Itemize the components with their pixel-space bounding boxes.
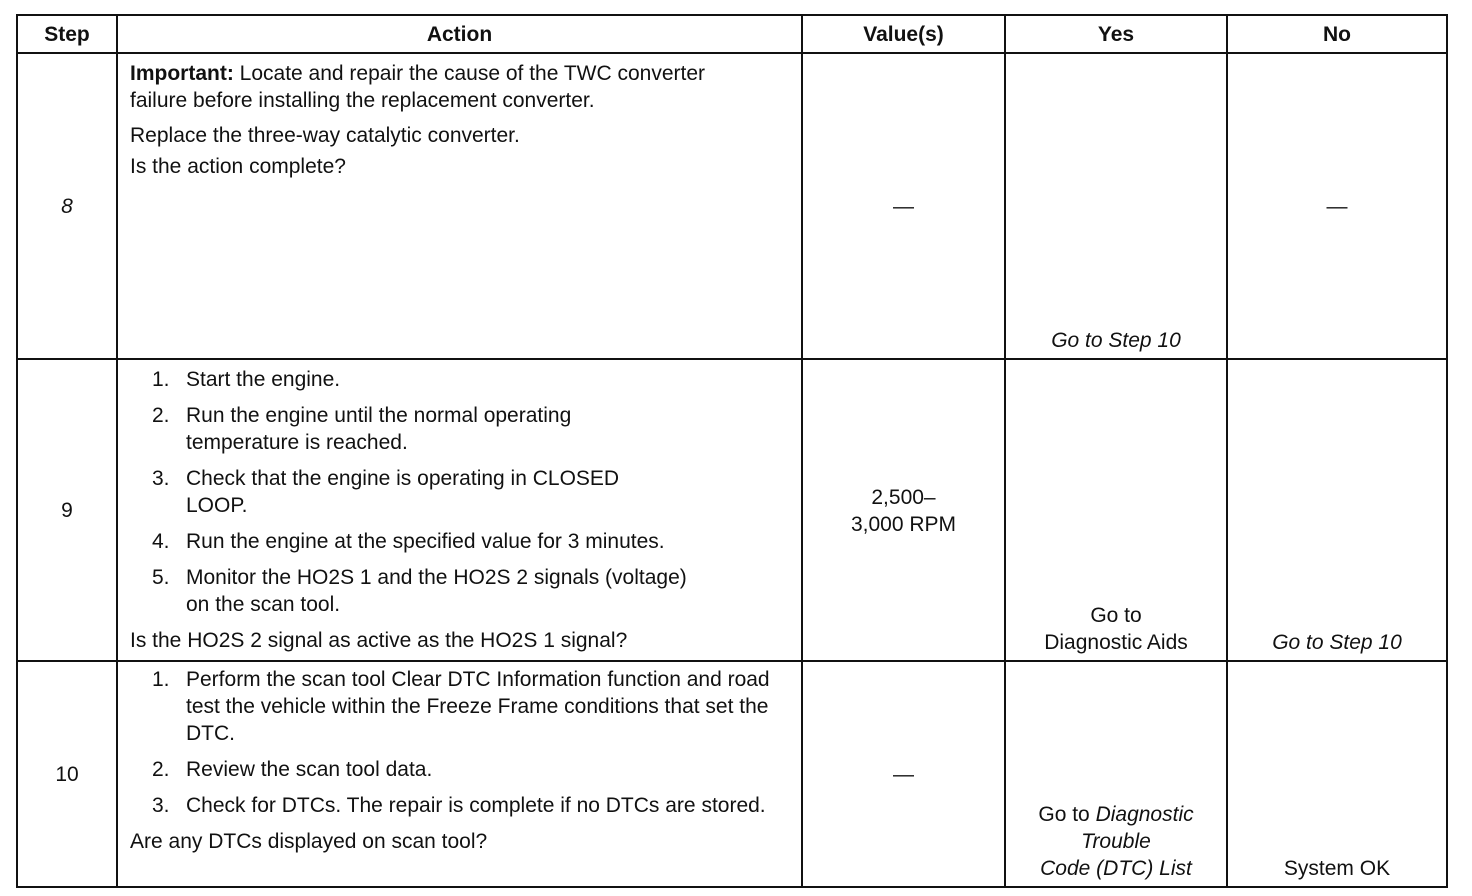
yes-cell: Go to Diagnostic Trouble Code (DTC) List (1005, 661, 1227, 887)
list-item: 3. Check that the engine is operating in CLOSED LOOP. (152, 467, 620, 517)
action-cell (117, 359, 802, 661)
step-number: 8 (17, 53, 117, 359)
yes-cell: Go to Step 10 (1005, 53, 1227, 359)
table-row-step-8 (17, 53, 1447, 359)
step-number: 10 (17, 661, 117, 887)
diagnostic-table (16, 14, 1448, 888)
no-cell: Go to Step 10 (1227, 359, 1447, 661)
list-item: 1. Start the engine. (152, 368, 341, 391)
value-cell: — (802, 53, 1005, 359)
important-label: Important: (130, 62, 234, 85)
yes-cell: Go to Diagnostic Aids (1005, 359, 1227, 661)
list-item: 4. Run the engine at the specified value for 3 minutes. (152, 530, 665, 553)
list-item: 5. Monitor the HO2S 1 and the HO2S 2 signals (voltage) on the scan tool. (152, 566, 687, 616)
action-cell (117, 53, 802, 359)
step-number: 9 (17, 359, 117, 661)
no-cell: — (1227, 53, 1447, 359)
action-text: Replace the three-way catalytic converter. (130, 124, 520, 147)
value-cell: — (802, 661, 1005, 887)
important-text: Locate and repair the cause of the TWC converter failure before installing the replacement converter. (130, 62, 706, 112)
action-question: Are any DTCs displayed on scan tool? (130, 830, 488, 853)
value-line-1: 2,500– (871, 486, 936, 509)
list-item: 2. Review the scan tool data. (152, 758, 433, 781)
value-line-2: 3,000 RPM (850, 513, 957, 536)
value-cell (802, 359, 1005, 661)
action-steps-list (130, 666, 791, 819)
header-step: Step (17, 15, 117, 53)
header-values: Value(s) (802, 15, 1005, 53)
list-item: 1. Perform the scan tool Clear DTC Information function and road test the vehicle within the Freeze Frame conditions that set the DTC. (152, 668, 770, 745)
header-yes: Yes (1005, 15, 1227, 53)
action-cell (117, 661, 802, 887)
header-no: No (1227, 15, 1447, 53)
action-question: Is the HO2S 2 signal as active as the HO2S 1 signal? (130, 629, 628, 652)
action-question: Is the action complete? (130, 155, 346, 178)
list-item: 2. Run the engine until the normal operating temperature is reached. (152, 404, 572, 454)
header-row (17, 15, 1447, 53)
important-note (130, 60, 730, 114)
header-action: Action (117, 15, 802, 53)
list-item: 3. Check for DTCs. The repair is complete if no DTCs are stored. (152, 794, 766, 817)
table-row-step-9 (17, 359, 1447, 661)
action-steps-list (130, 366, 791, 618)
table-row-step-10 (17, 661, 1447, 887)
no-cell: System OK (1227, 661, 1447, 887)
